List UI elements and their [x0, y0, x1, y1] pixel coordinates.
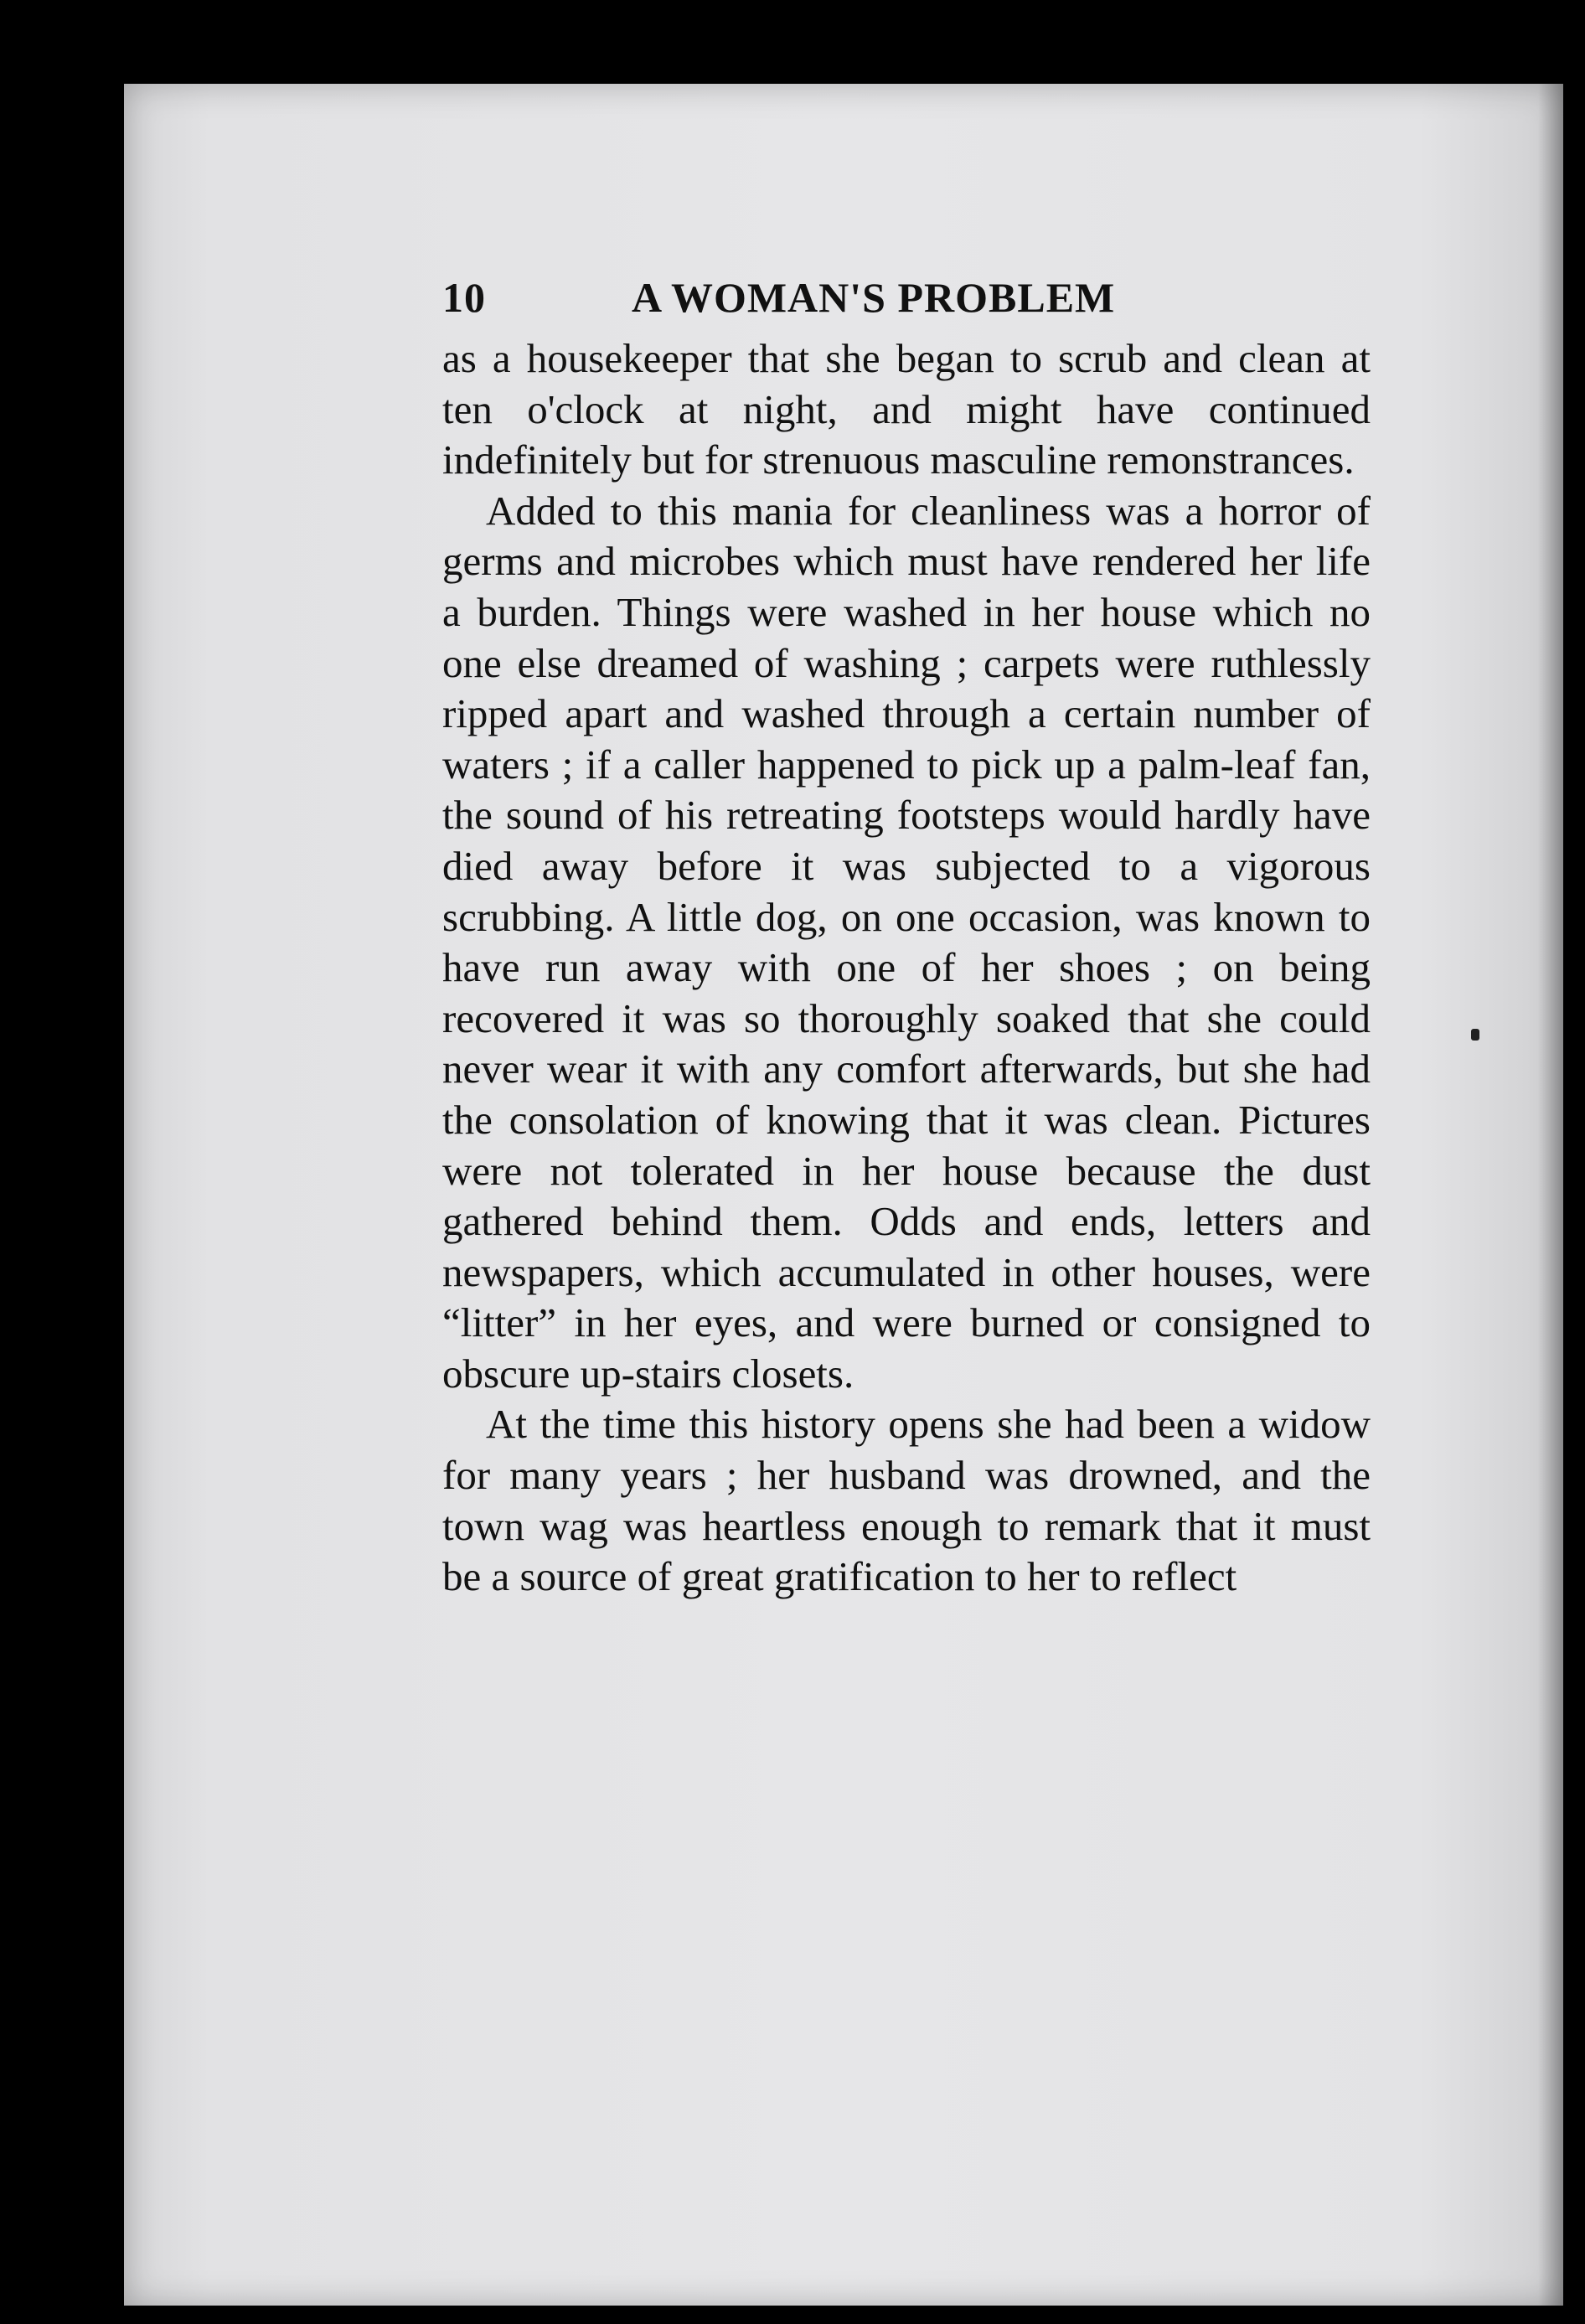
paragraph-widow: At the time this history opens she had been a widow for many years ; her husband was drowned, and the town wag was heartless enough to remark that it must be a source of great gratification to her to reflect: [442, 1401, 1371, 1600]
body-text: [442, 333, 1371, 1603]
page-number: 10: [442, 274, 486, 321]
ink-speck-mark: [1471, 1029, 1479, 1041]
running-head: [442, 273, 1371, 333]
paragraph-cleanliness: Added to this mania for cleanliness was a horror of germs and microbes which must have rendered her life a burden. Things were washed in her house which no one else dreamed of washing ; carpets were ruthlessly ripped apart and washed through a certain number of waters ; if a caller happened to pick up a palm-leaf fan, the sound of his retreating footsteps would hardly have died away before it was subjected to a vigorous scrubbing. A little dog, on one occasion, was known to have run away with one of her shoes ; on being recovered it was so thoroughly soaked that she could never wear it with any comfort afterwards, but she had the consolation of knowing that it was clean. Pictures were not tolerated in her house because the dust gathered behind them. Odds and ends, letters and newspapers, which accumulated in other houses, were “litter” in her eyes, and were burned or consigned to obscure up-stairs closets.: [442, 487, 1371, 1397]
book-title: A WOMAN'S PROBLEM: [632, 274, 1116, 321]
text-block: [442, 273, 1371, 1603]
book-page: [124, 84, 1563, 2306]
paragraph-continued: as a housekeeper that she began to scrub and clean at ten o'clock at night, and might have continued indefinitely but for strenuous masculine remonstrances.: [442, 335, 1371, 483]
